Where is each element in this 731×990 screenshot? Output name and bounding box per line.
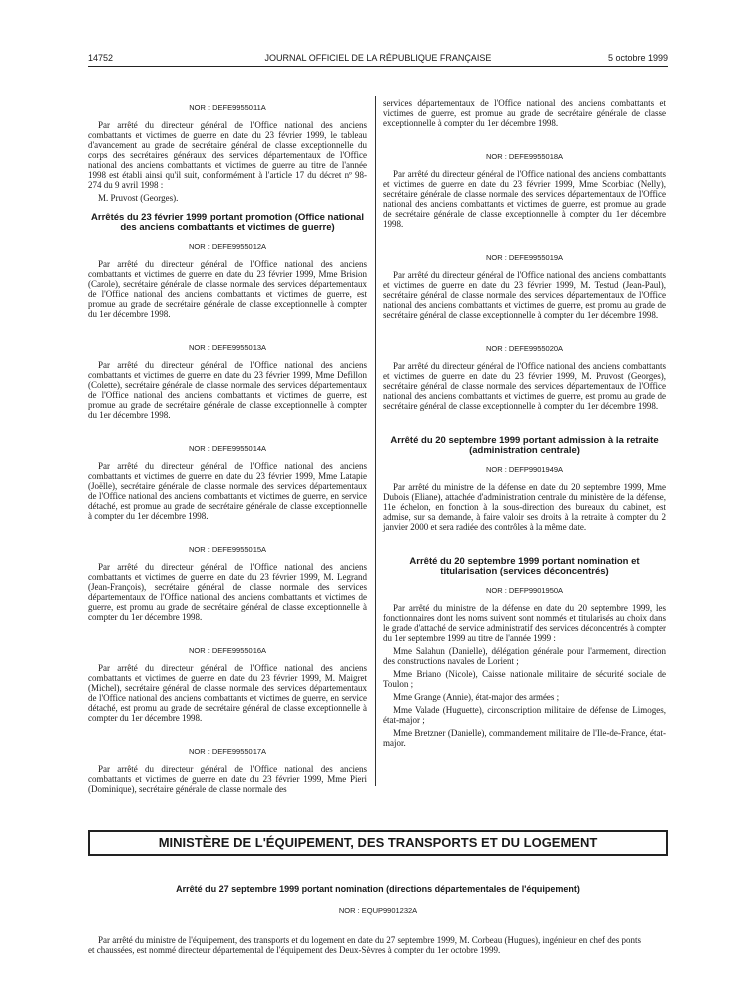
ministry-banner: MINISTÈRE DE L'ÉQUIPEMENT, DES TRANSPORTS ET DU LOGEMENT — [88, 830, 668, 856]
paragraph: Par arrêté du directeur général de l'Office national des anciens combattants et victimes de guerre en date du 23 février 1999, Mme Defillon (Colette), secrétaire générale de classe normale des services départementaux de l'Office national des anciens combattants et victimes de guerre, est promue au grade de secrétaire générale de classe exceptionnelle à compter du 1er décembre 1998. — [88, 360, 367, 420]
section-title: Arrêté du 20 septembre 1999 portant nomination et titularisation (services déconcentrés) — [409, 556, 640, 577]
left-column — [88, 94, 367, 797]
page-header — [88, 53, 668, 67]
section-title: Arrêté du 27 septembre 1999 portant nomination (directions départementales de l'équipement) — [176, 884, 580, 894]
page-number: 14752 — [88, 53, 114, 63]
paragraph: Par arrêté du directeur général de l'Office national des anciens combattants et victimes de guerre en date du 23 février 1999, Mme Pieri (Dominique), secrétaire générale de classe normale des — [88, 764, 367, 794]
nor-reference: NOR : DEFP9901949A — [485, 465, 564, 474]
nor-reference: NOR : DEFE9955020A — [485, 344, 564, 353]
nor-reference: NOR : DEFP9901950A — [485, 586, 564, 595]
right-column — [383, 98, 666, 751]
paragraph: services départementaux de l'Office national des anciens combattants et victimes de guerre, est promue au grade de secrétaire générale de classe exceptionnelle à compter du 1er décembre 1998. — [383, 98, 666, 128]
nor-reference: NOR : DEFE9955013A — [188, 343, 267, 352]
nor-reference: NOR : EQUP9901232A — [338, 906, 418, 915]
paragraph: Mme Grange (Annie), état-major des armées ; — [393, 692, 560, 702]
nor-reference: NOR : DEFE9955014A — [188, 444, 267, 453]
section-title: Arrêté du 20 septembre 1999 portant admission à la retraite (administration centrale) — [390, 435, 659, 456]
paragraph: Par arrêté du directeur général de l'Office national des anciens combattants et victimes de guerre en date du 23 février 1999, M. Testud (Jean-Paul), secrétaire général de classe normale des services départementaux de l'Office national des anciens combattants et victimes de guerre, est promu au grade de secrétaire général de classe exceptionnelle à compter du 1er décembre 1998. — [383, 270, 666, 320]
paragraph: Par arrêté du ministre de l'équipement, des transports et du logement en date du 27 septembre 1999, M. Corbeau (Hugues), ingénieur en chef des ponts et chaussées, est nommé directeur départemental de l'équipement des Deux-Sèvres à compter du 1er octobre 1999. — [88, 935, 641, 955]
paragraph: Par arrêté du ministre de la défense en date du 20 septembre 1999, les fonctionnaires dont les noms suivent sont nommés et titularisés au choix dans le grade d'attaché de service administratif des services déconcentrés à compter du 1er septembre 1999 au titre de l'année 1999 : — [383, 603, 666, 643]
nor-reference: NOR : DEFE9955011A — [189, 103, 266, 112]
paragraph: Mme Salahun (Danielle), délégation générale pour l'armement, direction des constructions navales de Lorient ; — [383, 646, 666, 666]
nor-reference: NOR : DEFE9955015A — [188, 545, 267, 554]
paragraph: Par arrêté du directeur général de l'Office national des anciens combattants et victimes de guerre en date du 23 février 1999, M. Maigret (Michel), secrétaire général de classe normale des services départementaux de l'Office national des anciens combattants et victimes de guerre, en service détaché, est promu au grade de secrétaire général de classe exceptionnelle à compter du 1er décembre 1998. — [88, 663, 367, 723]
nor-reference: NOR : DEFE9955019A — [485, 253, 564, 262]
paragraph: Par arrêté du ministre de la défense en date du 20 septembre 1999, Mme Dubois (Eliane), attachée d'administration centrale du ministère de la défense, 11e échelon, en fonction à la sous-direction des bureaux du cabinet, est admise, sur sa demande, à faire valoir ses droits à la retraite à compter du 2 janvier 2000 et sera radiée des contrôles à la même date. — [383, 482, 666, 532]
section-title: Arrêtés du 23 février 1999 portant promotion (Office national des anciens combattants et victimes de guerre) — [91, 212, 364, 233]
nor-reference: NOR : DEFE9955017A — [188, 747, 267, 756]
paragraph: Par arrêté du directeur général de l'Office national des anciens combattants et victimes de guerre en date du 23 février 1999, M. Legrand (Jean-François), secrétaire général de classe normale des services départementaux de l'Office national des anciens combattants et victimes de guerre, est promu au grade de secrétaire général de classe exceptionnelle à compter du 1er décembre 1998. — [88, 562, 367, 622]
paragraph: Par arrêté du directeur général de l'Office national des anciens combattants et victimes de guerre en date du 23 février 1999, M. Pruvost (Georges), secrétaire général de classe normale des services départementaux de l'Office national des anciens combattants et victimes de guerre, est promu au grade de secrétaire général de classe exceptionnelle à compter du 1er décembre 1998. — [383, 361, 666, 411]
paragraph: Par arrêté du directeur général de l'Office national des anciens combattants et victimes de guerre en date du 23 février 1999, Mme Latapie (Joëlle), secrétaire générale de classe normale des services départementaux de l'Office national des anciens combattants et victimes de guerre, en service détaché, est promue au grade de secrétaire générale de classe exceptionnelle à compter du 1er décembre 1998. — [88, 461, 367, 521]
nor-reference: NOR : DEFE9955018A — [485, 152, 564, 161]
paragraph: Par arrêté du directeur général de l'Office national des anciens combattants et victimes de guerre en date du 23 février 1999, Mme Brision (Carole), secrétaire générale de classe normale des services départementaux de l'Office national des anciens combattants et victimes de guerre, est promue au grade de secrétaire générale de classe exceptionnelle à compter du 1er décembre 1998. — [88, 259, 367, 319]
paragraph: Mme Valade (Huguette), circonscription militaire de défense de Limoges, état-major ; — [383, 705, 666, 725]
nor-reference: NOR : DEFE9955016A — [188, 646, 267, 655]
paragraph: Par arrêté du directeur général de l'Office national des anciens combattants et victimes de guerre en date du 23 février 1999, Mme Scorbiac (Nelly), secrétaire générale de classe normale des services départementaux de l'Office national des anciens combattants et victimes de guerre, est promue au grade de secrétaire générale de classe exceptionnelle à compter du 1er décembre 1998. — [383, 169, 666, 229]
paragraph: Par arrêté du directeur général de l'Office national des anciens combattants et victimes de guerre en date du 23 février 1999, le tableau d'avancement au grade de secrétaire général de classe exceptionnelle du corps des secrétaires généraux des services départementaux de l'Office national des anciens combattants et victimes de guerre au titre de l'année 1998 est établi ainsi qu'il suit, conformément à l'article 17 du décret nº 98-274 du 9 avril 1998 : — [88, 120, 367, 190]
publication-date: 5 octobre 1999 — [607, 53, 668, 63]
nor-reference: NOR : DEFE9955012A — [188, 242, 267, 251]
journal-title: JOURNAL OFFICIEL DE LA RÉPUBLIQUE FRANÇAISE — [264, 53, 492, 63]
paragraph: M. Pruvost (Georges). — [98, 193, 179, 203]
column-divider — [375, 96, 376, 786]
paragraph: Mme Bretzner (Danielle), commandement militaire de l'Ile-de-France, état-major. — [383, 728, 666, 748]
paragraph: Mme Briano (Nicole), Caisse nationale militaire de sécurité sociale de Toulon ; — [383, 669, 666, 689]
